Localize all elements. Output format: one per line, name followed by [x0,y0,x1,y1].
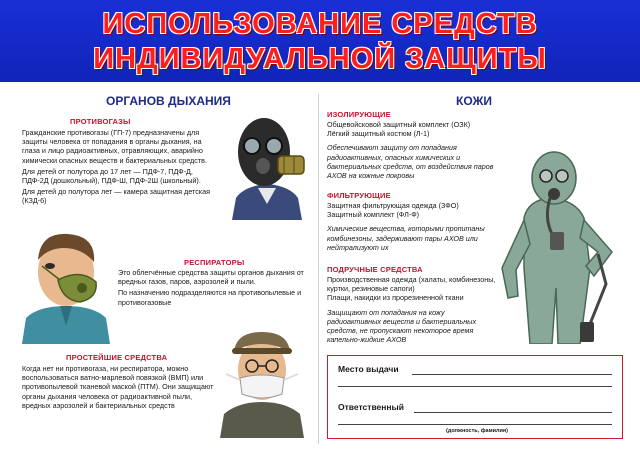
filtering-subheading: ФИЛЬТРУЮЩИЕ [327,191,391,200]
issue-form [327,355,623,439]
responsible-field[interactable] [414,412,612,413]
column-divider [318,94,319,444]
isolating-note: Обеспечивают защиту от попадания радиоактивных, опасных химических и бактериальных средств, от воздействия паров АХОВ на кожные покровы [327,143,494,181]
isolating-item-2: Лёгкий защитный костюм (Л-1) [327,129,430,139]
gas-masks-text [22,128,218,208]
responsible-field-line-2[interactable] [338,424,612,425]
title-line-1: ИСПОЛЬЗОВАНИЕ СРЕДСТВ [102,8,538,40]
place-of-issue-field[interactable] [412,374,612,375]
filtering-text [327,201,495,254]
filtering-item-1: Защитная фильтрующая одежда (ЗФО) [327,201,459,210]
improvised-note: Защищают от попадания на кожу радиоактивных веществ и бактериальных средств, не пропускают некоторое время капельно-жидкие АХОВ [327,307,477,345]
title-banner [0,0,640,82]
gas-masks-subheading: ПРОТИВОГАЗЫ [70,117,131,126]
gas-mask-person-illustration [224,108,310,220]
simple-means-subheading: ПРОСТЕЙШИЕ СРЕДСТВА [66,353,168,362]
isolating-item-1: Общевойсковой защитный комплект (ОЗК) [327,120,471,129]
right-column-heading: КОЖИ [456,94,492,108]
filtering-item-2: Защитный комплект (ФЛ-Ф) [327,210,420,220]
filtering-note: Химические вещества, которыми пропитаны комбинезоны, задерживают пары АХОВ или нейтрализуют их [327,224,485,252]
responsible-label: Ответственный [338,402,405,412]
simple-means-text [22,364,218,412]
gas-masks-p1: Гражданские противогазы (ГП-7) предназначены для защиты человека от попадания в органы дыхания, на глаза и лицо радиоактивных, отравляющих, аварийно химически опасных веществ и бактериальных средств. [22,128,207,165]
left-column-heading: ОРГАНОВ ДЫХАНИЯ [106,94,231,108]
title-line-2: ИНДИВИДУАЛЬНОЙ ЗАЩИТЫ [93,43,547,75]
simple-means-p1: Когда нет ни противогаза, ни респиратора, можно воспользоваться ватно-марлевой повязкой (ВМП) или противопылевой тканевой маской (ПТМ). Они защищают органы дыхания человека от радиоактивной пыли, вредных аэрозолей и бактериальных средств [22,364,214,410]
isolating-subheading: ИЗОЛИРУЮЩИЕ [327,110,391,119]
gas-masks-p3: Для детей до полутора лет — камера защитная детская (КЗД-6) [22,187,211,206]
respirators-p1: Это облегчённые средства защиты органов дыхания от вредных газов, паров, аэрозолей и пыли. [118,268,304,287]
improvised-p1: Производственная одежда (халаты, комбинезоны, куртки, резиновые сапоги) [327,275,496,294]
gas-masks-p2: Для детей от полутора до 17 лет — ПДФ-7, ПДФ-Д, ПДФ-2Д (дошкольный), ПДФ-Ш, ПДФ-2Ш (школьный). [22,166,201,186]
respirators-p2: По назначению подразделяются на противопылевые и противогазовые [118,288,302,307]
respirator-person-illustration [20,226,112,344]
place-of-issue-label: Место выдачи [338,364,399,374]
isolating-text [327,120,495,182]
position-surname-caption: (должность, фамилия) [446,428,508,434]
protective-suit-person-illustration [494,148,634,344]
respirators-text [118,268,314,309]
improvised-text [327,275,497,346]
improvised-p2: Плащи, накидки из прорезиненной ткани [327,293,464,303]
respirators-subheading: РЕСПИРАТОРЫ [184,258,245,267]
gauze-bandage-person-illustration [216,330,308,438]
place-of-issue-field-line-2[interactable] [338,386,612,387]
improvised-subheading: ПОДРУЧНЫЕ СРЕДСТВА [327,265,423,274]
